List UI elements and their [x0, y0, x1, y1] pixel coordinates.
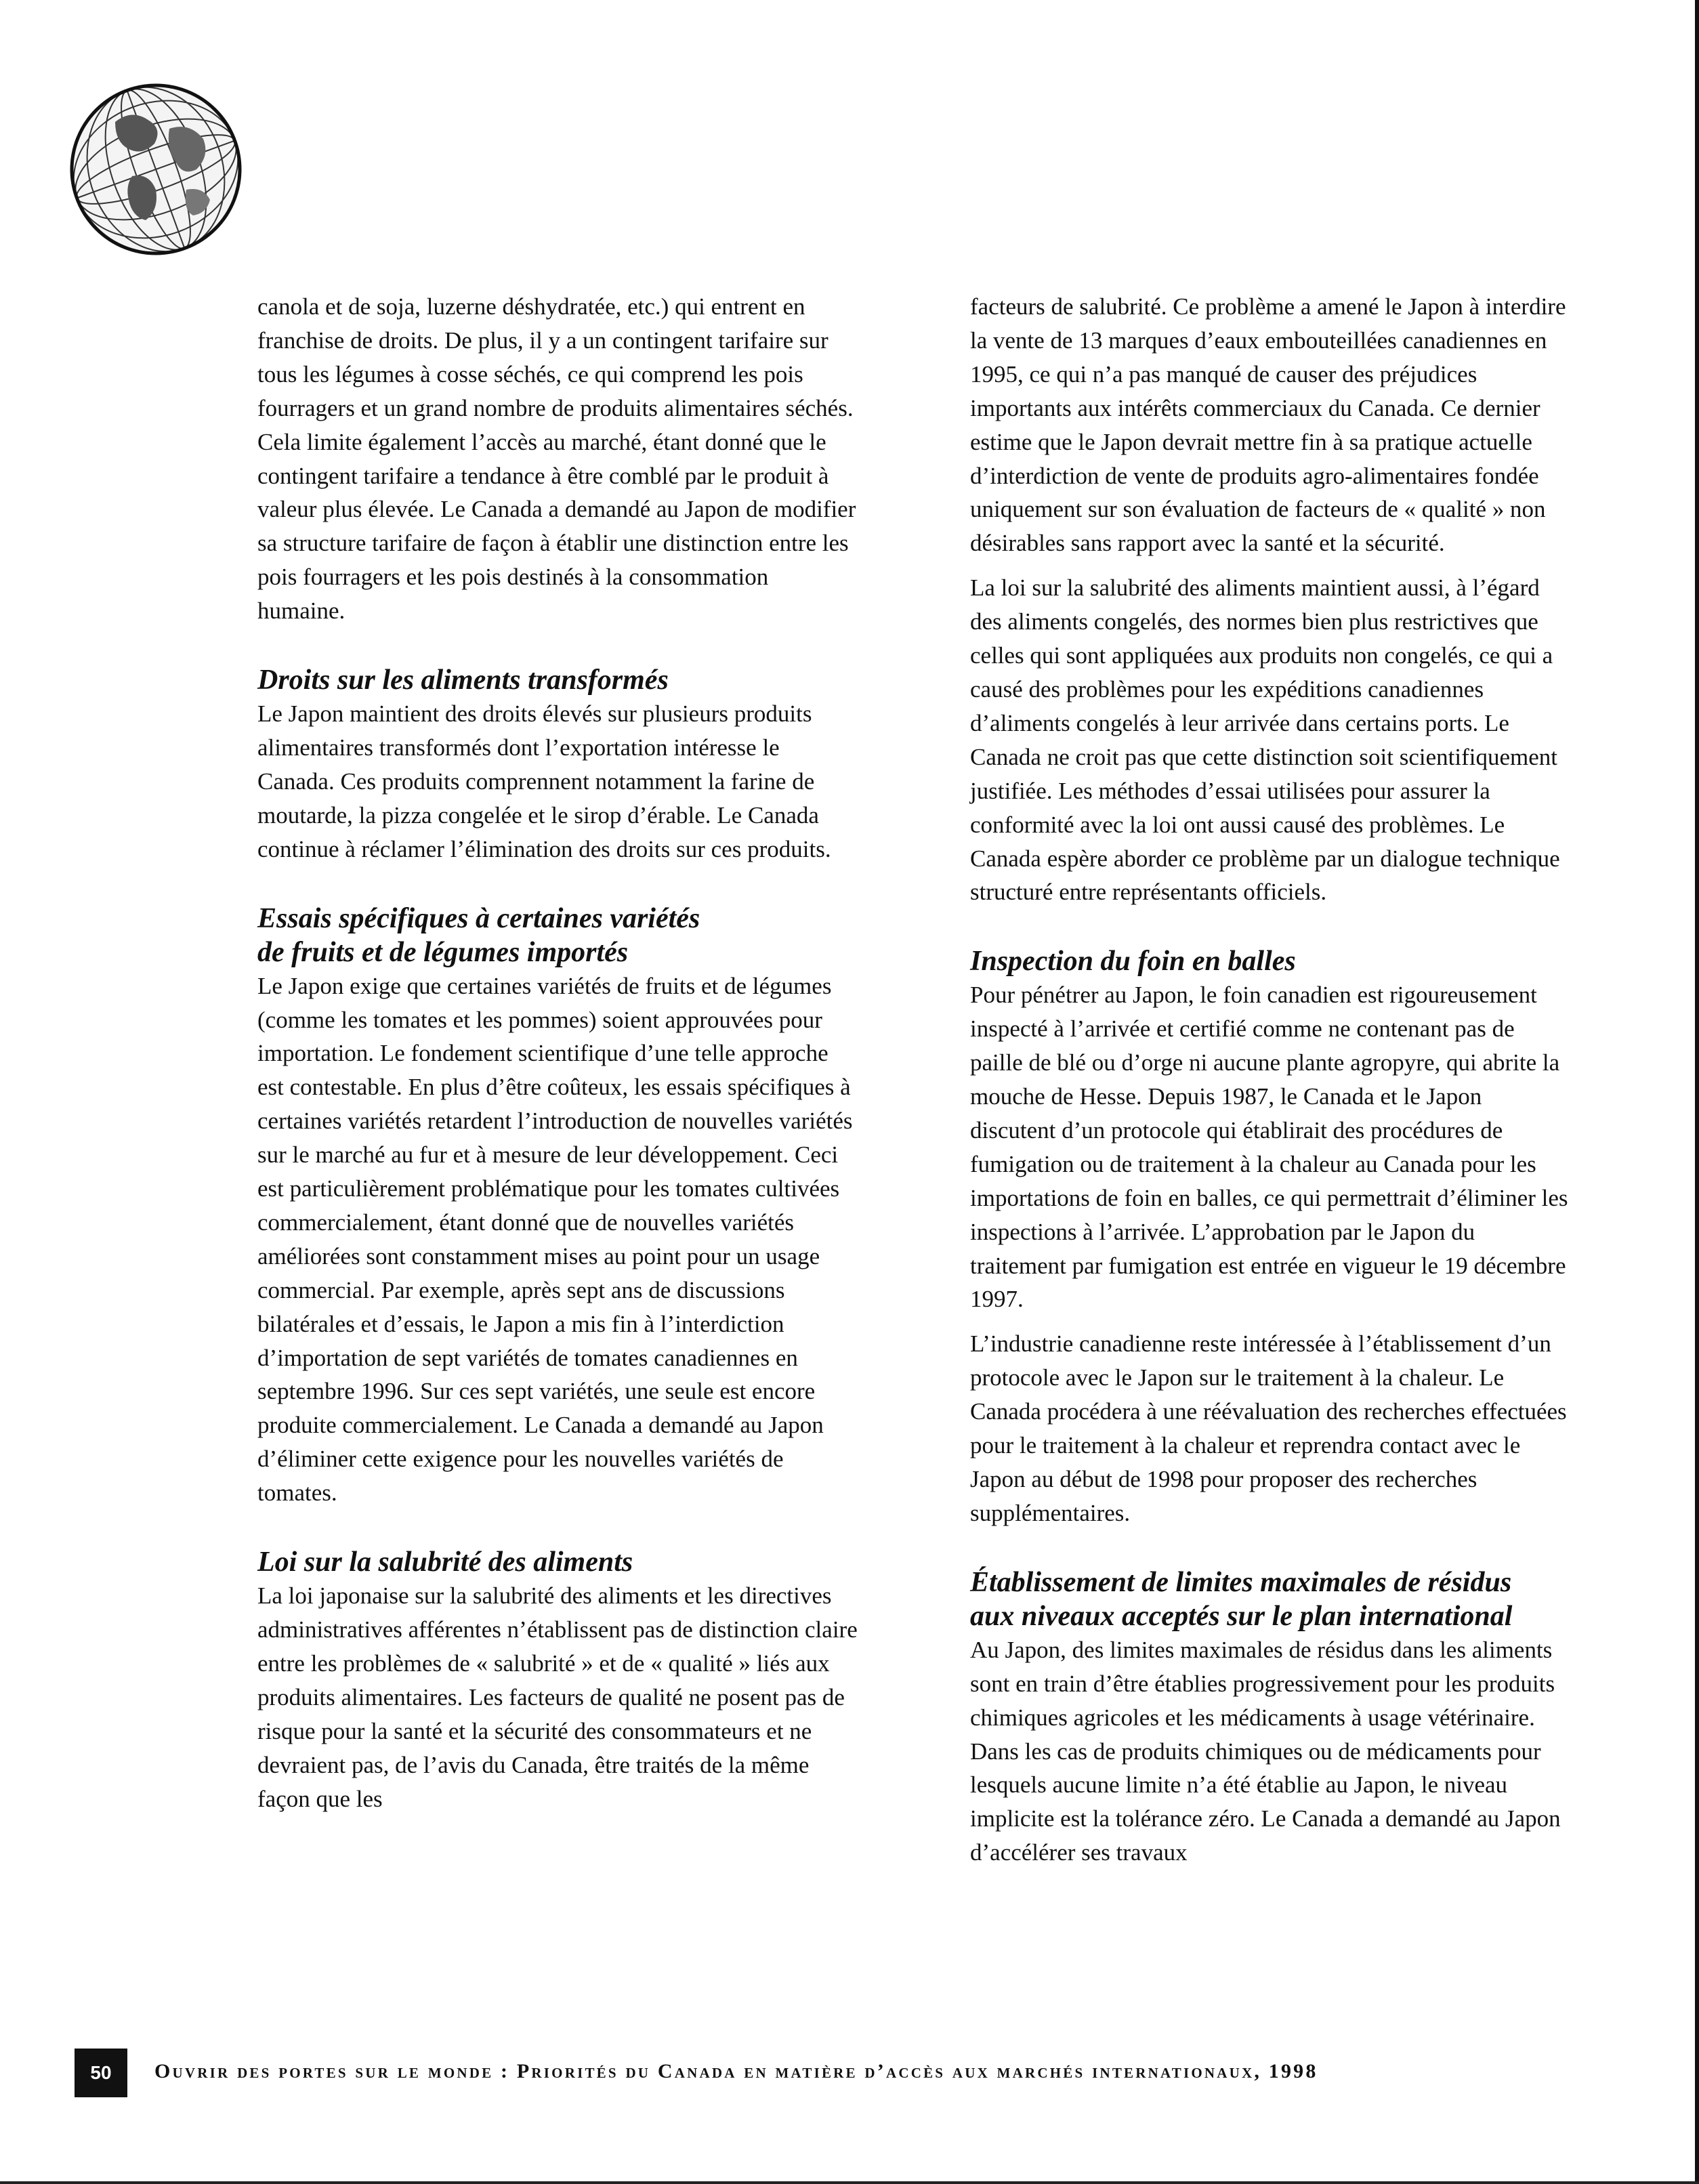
- frozen-food-paragraph: La loi sur la salubrité des aliments maintient aussi, à l’égard des aliments congelés, des normes bien plus restrictives que celles qui sont appliquées aux produits non congelés, ce qui a causé des problèmes pour les expéditions canadiennes d’aliments congelés à leur arrivée dans certains ports. Le Canada ne croit pas que cette distinction soit scientifiquement justifiée. Les méthodes d’essai utilisées pour assurer la conformité avec la loi ont aussi causé des problèmes. Le Canada espère aborder ce problème par un dialogue technique structuré entre représentants officiels.: [970, 574, 1560, 906]
- section-heading-processed-food: Droits sur les aliments transformés: [257, 665, 669, 696]
- left-column: [257, 290, 860, 1815]
- heading-line: Essais spécifiques à certaines variétés: [257, 902, 700, 934]
- intro-paragraph: canola et de soja, luzerne déshydratée, etc.) qui entrent en franchise de droits. De plus, il y a un contingent tarifaire sur tous les légumes à cosse séchés, ce qui comprend les pois fourragers et un grand nombre de produits alimentaires séchés. Cela limite également l’accès au marché, étant donné que le contingent tarifaire a tendance à être comblé par le produit à valeur plus élevée. Le Canada a demandé au Japon de modifier sa structure tarifaire de façon à établir une distinction entre les pois fourragers et les pois destinés à la consommation humaine.: [257, 293, 856, 625]
- scan-edge-bottom: [0, 2181, 1699, 2184]
- page-footer: [0, 2046, 1699, 2100]
- section-body-hay-inspection: Pour pénétrer au Japon, le foin canadien est rigoureusement inspecté à l’arrivée et certifié comme ne contenant pas de paille de blé ou d’orge ni aucune plante agropyre, qui abrite la mouche de Hesse. Depuis 1987, le Canada et le Japon discutent d’un protocole qui établirait des procédures de fumigation ou de traitement à la chaleur au Canada pour les importations de foin en balles, ce qui permettrait d’éliminer les inspections à l’arrivée. L’approbation par le Japon du traitement par fumigation est entrée en vigueur le 19 décembre 1997.: [970, 982, 1568, 1313]
- publication-title: Ouvrir des portes sur le monde : Priorités du Canada en matière d’accès aux marchés internationaux, 1998: [154, 2060, 1318, 2082]
- section-body-food-safety-law: La loi japonaise sur la salubrité des aliments et les directives administratives afférentes n’établissent pas de distinction claire entre les problèmes de « salubrité » et de « qualité » liés aux produits alimentaires. Les facteurs de qualité ne posent pas de risque pour la santé et la sécurité des consommateurs et ne devraient pas, de l’avis du Canada, être traités de la même façon que les: [257, 1582, 858, 1812]
- section-heading-variety-testing: [257, 902, 860, 969]
- section-body-residue-limits: Au Japon, des limites maximales de résidus dans les aliments sont en train d’être établies progressivement pour les produits chimiques agricoles et les médicaments à usage vétérinaire. Dans les cas de produits chimiques ou de médicaments pour lesquels aucune limite n’a été établie au Japon, le niveau implicite est la tolérance zéro. Le Canada a demandé au Japon d’accélérer ses travaux: [970, 1636, 1561, 1866]
- scan-edge: [1695, 0, 1699, 2184]
- section-body-hay-inspection-2: L’industrie canadienne reste intéressée à l’établissement d’un protocole avec le Japon sur le traitement à la chaleur. Le Canada procédera à une réévaluation des recherches effectuées pour le traitement à la chaleur et reprendra contact avec le Japon au début de 1998 pour proposer des recherches supplémentaires.: [970, 1330, 1567, 1526]
- heading-line: aux niveaux acceptés sur le plan international: [970, 1600, 1513, 1632]
- heading-line: de fruits et de légumes importés: [257, 936, 629, 968]
- section-body-variety-testing: Le Japon exige que certaines variétés de fruits et de légumes (comme les tomates et les pommes) soient approuvées pour importation. Le fondement scientifique d’une telle approche est contestable. En plus d’être coûteux, les essais spécifiques à certaines variétés retardent l’introduction de nouvelles variétés sur le marché au fur et à mesure de leur développement. Ceci est particulièrement problématique pour les tomates cultivées commercialement, étant donné que de nouvelles variétés améliorées sont constamment mises au point pour un usage commercial. Par exemple, après sept ans de discussions bilatérales et d’essais, le Japon a mis fin à l’interdiction d’importation de sept variétés de tomates canadiennes en septembre 1996. Sur ces sept variétés, une seule est encore produite commercialement. Le Canada a demandé au Japon d’éliminer cette exigence pour les nouvelles variétés de tomates.: [257, 972, 853, 1507]
- section-heading-food-safety-law: Loi sur la salubrité des aliments: [257, 1547, 633, 1578]
- section-body-processed-food: Le Japon maintient des droits élevés sur plusieurs produits alimentaires transformés dont l’exportation intéresse le Canada. Ces produits comprennent notamment la farine de moutarde, la pizza congelée et le sirop d’érable. Le Canada continue à réclamer l’élimination des droits sur ces produits.: [257, 700, 831, 862]
- page-number: 50: [75, 2049, 127, 2097]
- right-column: [970, 290, 1573, 1870]
- continuation-paragraph: facteurs de salubrité. Ce problème a amené le Japon à interdire la vente de 13 marques d’eaux embouteillées canadiennes en 1995, ce qui n’a pas manqué de causer des préjudices importants aux intérêts commerciaux du Canada. Ce dernier estime que le Japon devrait mettre fin à sa pratique actuelle d’interdiction de vente de produits agro-alimentaires fondée uniquement sur son évaluation de facteurs de « qualité » non désirables sans rapport avec la santé et la sécurité.: [970, 293, 1566, 557]
- globe-icon: [68, 81, 244, 257]
- section-heading-hay-inspection: Inspection du foin en balles: [970, 946, 1296, 978]
- section-heading-residue-limits: [970, 1566, 1573, 1633]
- heading-line: Établissement de limites maximales de résidus: [970, 1566, 1512, 1598]
